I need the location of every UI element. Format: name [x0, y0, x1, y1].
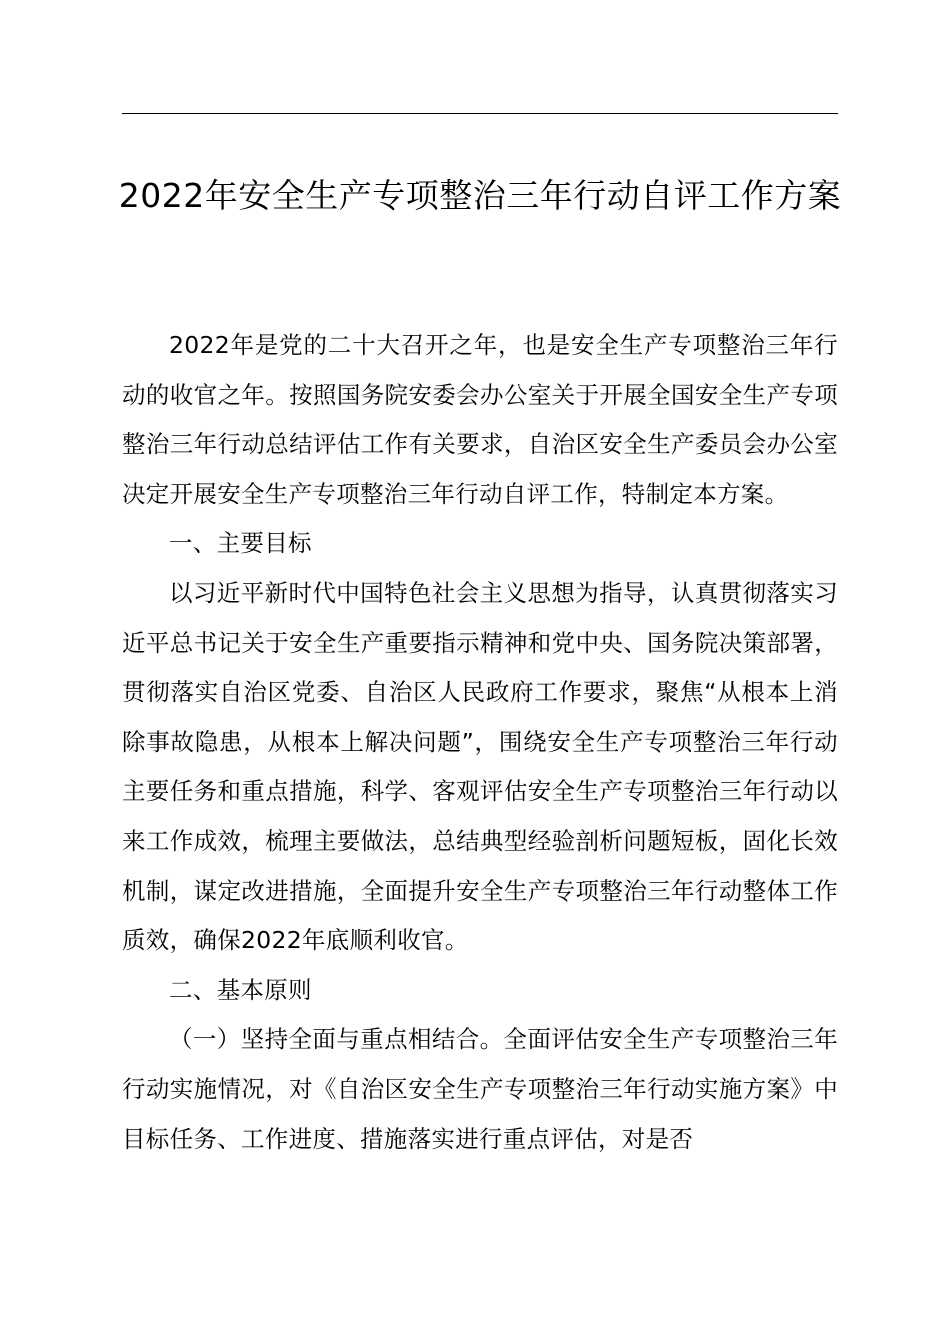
- section-heading-main-goals: 一、主要目标: [169, 529, 312, 558]
- main-goals-paragraph: 以习近平新时代中国特色社会主义思想为指导，认真贯彻落实习近平总书记关于安全生产重要指示精神和党中央、国务院决策部署，贯彻落实自治区党委、自治区人民政府工作要求，聚焦“从根本上消除事故隐患，从根本上解决问题”，围绕安全生产专项整治三年行动主要任务和重点措施，科学、客观评估安全生产专项整治三年行动以来工作成效，梳理主要做法，总结典型经验剖析问题短板，固化长效机制，谋定改进措施，全面提升安全生产专项整治三年行动整体工作质效，确保2022年底顺利收官。: [122, 578, 838, 955]
- intro-paragraph: 2022年是党的二十大召开之年，也是安全生产专项整治三年行动的收官之年。按照国务院安委会办公室关于开展全国安全生产专项整治三年行动总结评估工作有关要求，自治区安全生产委员会办公室决定开展安全生产专项整治三年行动自评工作，特制定本方案。: [122, 331, 838, 508]
- section-heading-basic-principles: 二、基本原则: [169, 975, 312, 1004]
- principle-one-paragraph: （一）坚持全面与重点相结合。全面评估安全生产专项整治三年行动实施情况，对《自治区安全生产专项整治三年行动实施方案》中目标任务、工作进度、措施落实进行重点评估，对是否: [122, 1025, 838, 1153]
- document-title: 2022年安全生产专项整治三年行动自评工作方案: [118, 176, 842, 215]
- header-rule: [122, 113, 838, 114]
- document-body: [122, 321, 838, 1164]
